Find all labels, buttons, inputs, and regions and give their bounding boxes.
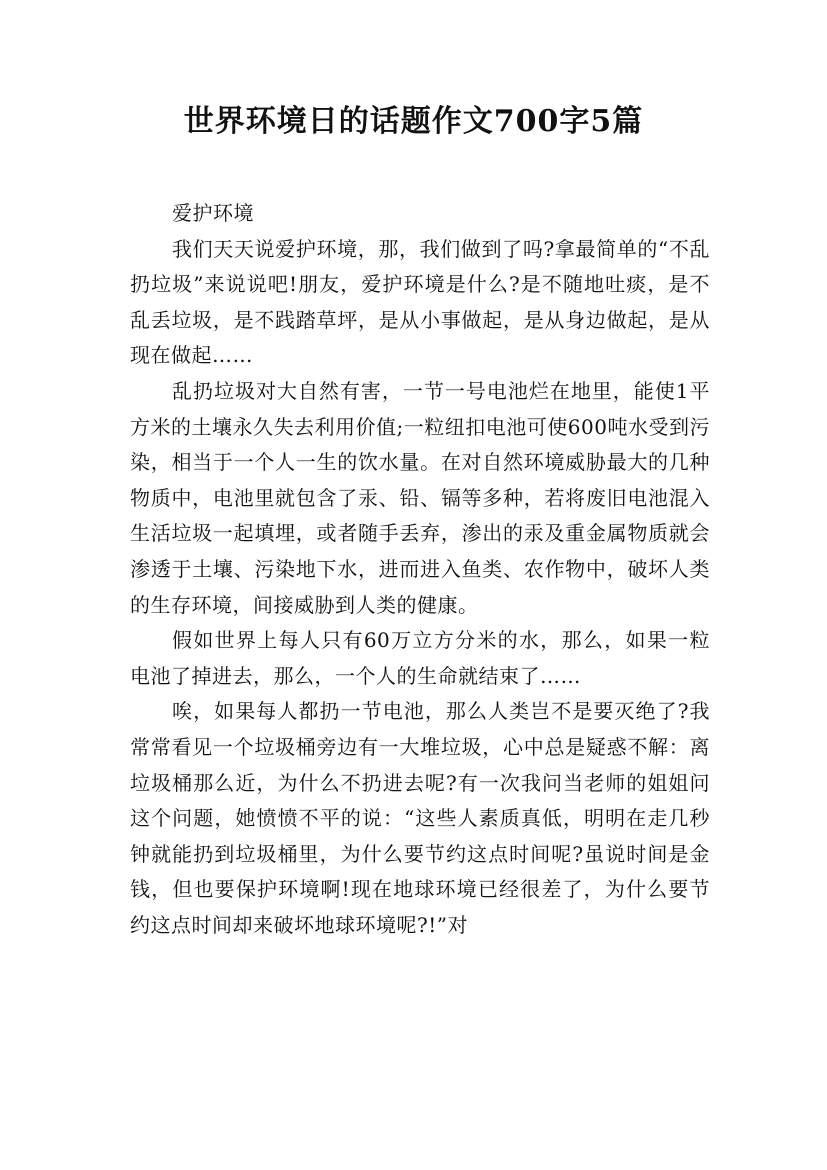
document-title: 世界环境日的话题作文700字5篇 bbox=[183, 104, 644, 139]
paragraph: 乱扔垃圾对大自然有害，一节一号电池烂在地里，能使1平方米的土壤永久失去利用价值;一粒纽扣电池可使600吨水受到污染，相当于一个人一生的饮水量。在对自然环境威胁最大的几种物质中，电池里就包含了汞、铅、镉等多种，若将废旧电池混入生活垃圾一起填埋，或者随手丢弃，渗出的汞及重金属物质就会渗透于土壤、污染地下水，进而进入鱼类、农作物中，破坏人类的生存环境，间接威胁到人类的健康。 bbox=[130, 378, 710, 617]
paragraph: 假如世界上每人只有60万立方分米的水，那么，如果一粒电池了掉进去，那么，一个人的生命就结束了…… bbox=[130, 628, 710, 688]
paragraph: 唉，如果每人都扔一节电池，那么人类岂不是要灭绝了?我常常看见一个垃圾桶旁边有一大堆垃圾，心中总是疑惑不解：离垃圾桶那么近，为什么不扔进去呢?有一次我问当老师的姐姐问这个问题，她愤愤不平的说：“这些人素质真低，明明在走几秒钟就能扔到垃圾桶里，为什么要节约这点时间呢?虽说时间是金钱，但也要保护环境啊!现在地球环境已经很差了，为什么要节约这点时间却来破坏地球环境呢?!”对 bbox=[130, 699, 710, 937]
document-body bbox=[130, 196, 710, 943]
paragraph: 我们天天说爱护环境，那，我们做到了吗?拿最简单的“不乱扔垃圾”来说说吧!朋友，爱护环境是什么?是不随地吐痰，是不乱丢垃圾，是不践踏草坪，是从小事做起，是从身边做起，是从现在做起…… bbox=[130, 236, 710, 368]
section-heading: 爱护环境 bbox=[172, 201, 254, 225]
